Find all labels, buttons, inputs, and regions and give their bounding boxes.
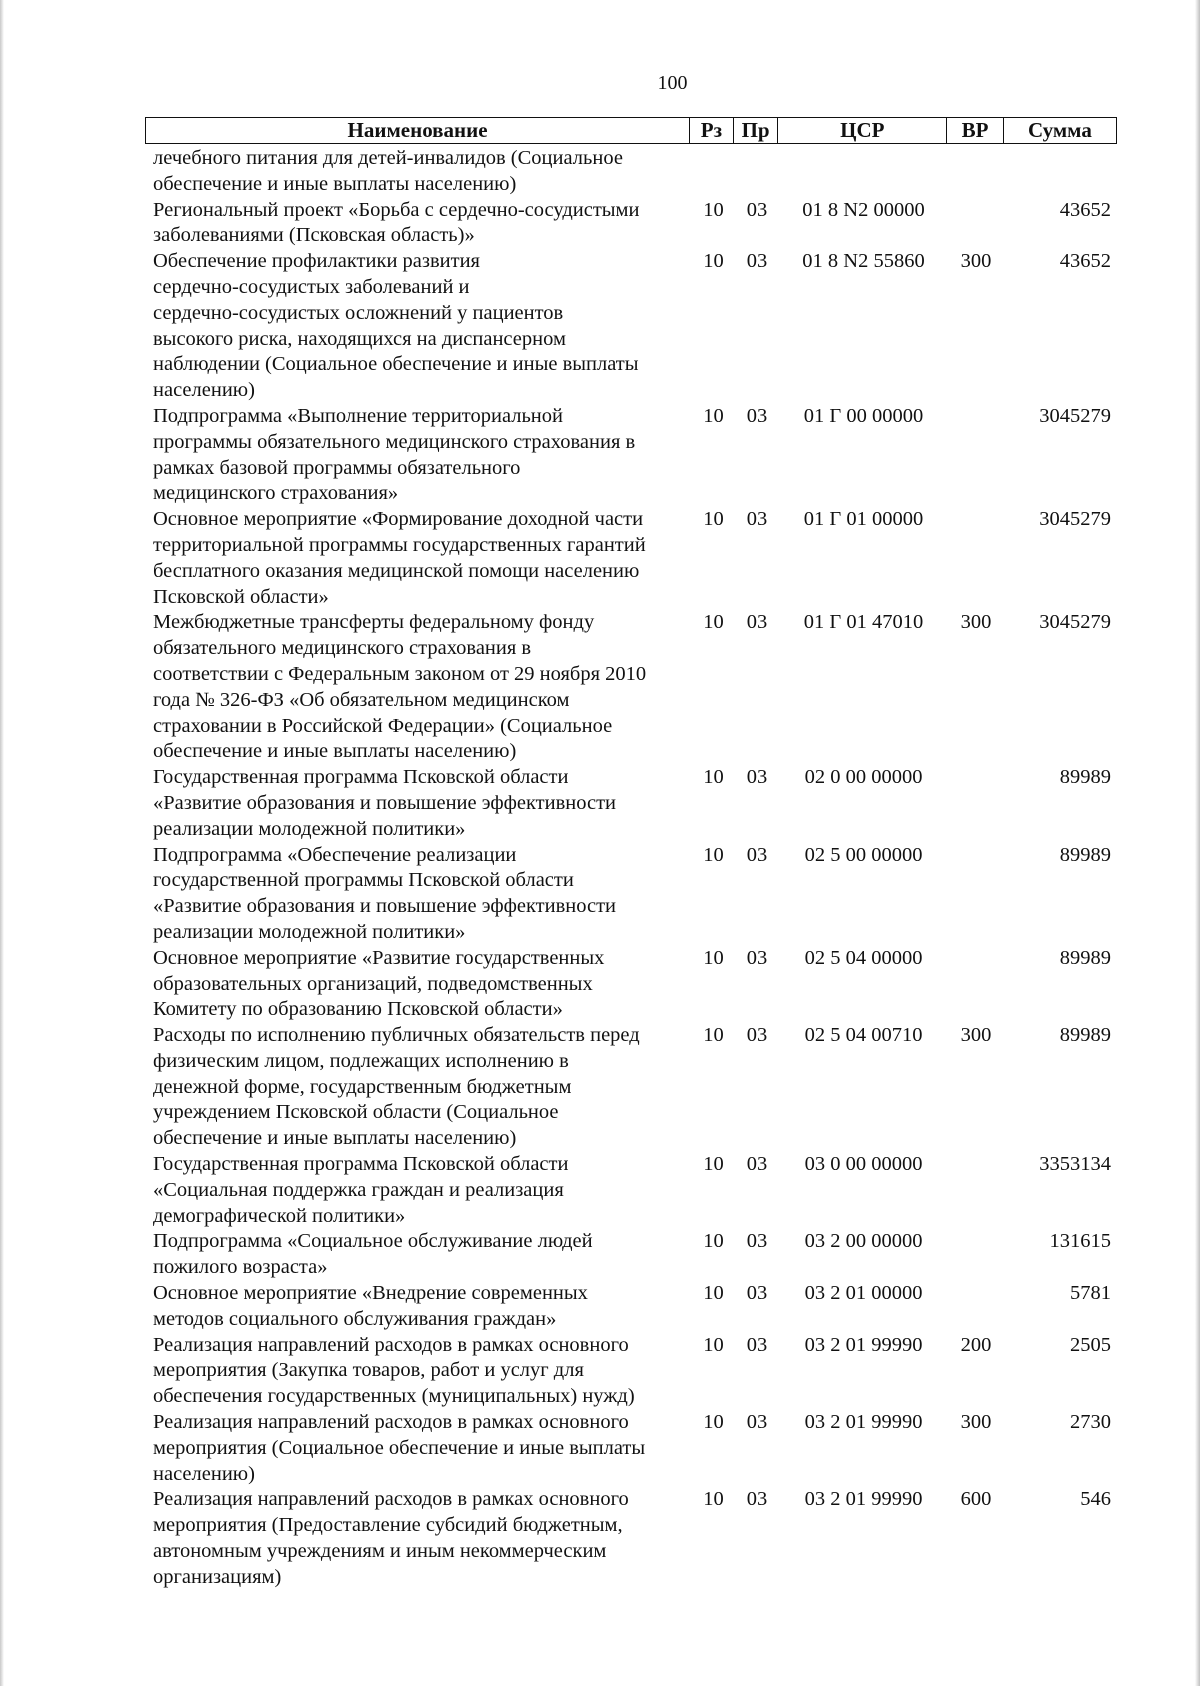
row-name: лечебного питания для детей-инвалидов (Социальное обеспечение и иные выплаты населению)	[153, 147, 623, 195]
row-rz: 10	[703, 1333, 724, 1356]
row-vr	[948, 1152, 1004, 1229]
table-body	[145, 144, 1117, 1591]
row-name: Подпрограмма «Обеспечение реализации государственной программы Псковской области «Развитие образования и повышение эффективности реализации молодежной политики»	[153, 843, 617, 943]
row-rz: 10	[703, 1024, 724, 1047]
row-pr: 03	[746, 1153, 768, 1176]
row-sum: 3045279	[1039, 508, 1111, 531]
table-row	[145, 765, 1117, 842]
table-row	[145, 1487, 1117, 1590]
table-row	[145, 1152, 1117, 1229]
row-name: Основное мероприятие «Внедрение современных методов социального обслуживания граждан»	[153, 1282, 588, 1330]
row-vr	[948, 404, 1004, 507]
header-vr: ВР	[947, 118, 1004, 143]
row-vr: 300	[960, 611, 992, 634]
row-csr: 01 Г 00 00000	[803, 404, 924, 427]
row-rz: 10	[703, 404, 724, 427]
row-sum: 43652	[1059, 198, 1111, 221]
row-rz: 10	[703, 1488, 724, 1511]
row-sum: 5781	[1070, 1282, 1111, 1305]
row-vr: 600	[960, 1488, 992, 1511]
row-rz: 10	[703, 1153, 724, 1176]
row-vr	[948, 1281, 1004, 1333]
row-pr: 03	[746, 1333, 768, 1356]
row-name: Межбюджетные трансферты федеральному фонду обязательного медицинского страхования в соответствии с Федеральным законом от 29 ноября 2010 года № 326-ФЗ «Об обязательном медицинском страховании в Российской Федерации» (Социальное обеспечение и иные выплаты населению)	[153, 611, 647, 763]
row-sum: 89989	[1059, 766, 1111, 789]
row-vr	[948, 946, 1004, 1023]
row-vr	[948, 765, 1004, 842]
row-rz: 10	[703, 508, 724, 531]
row-sum: 3045279	[1039, 404, 1111, 427]
row-name: Государственная программа Псковской области «Социальная поддержка граждан и реализация демографической политики»	[153, 1153, 569, 1227]
row-name: Обеспечение профилактики развития сердечно-сосудистых заболеваний и сердечно-сосудистых осложнений у пациентов высокого риска, находящихся на диспансерном наблюдении (Социальное обеспечение и иные выплаты населению)	[153, 250, 639, 402]
row-rz: 10	[703, 1230, 724, 1253]
table-header	[145, 117, 1117, 144]
row-csr	[779, 146, 948, 198]
row-csr: 03 2 01 99990	[804, 1488, 923, 1511]
row-sum: 2505	[1070, 1333, 1111, 1356]
row-rz	[692, 146, 735, 198]
row-rz: 10	[703, 1282, 724, 1305]
row-vr	[948, 198, 1004, 250]
row-vr	[948, 146, 1004, 198]
row-rz: 10	[703, 946, 724, 969]
row-pr: 03	[746, 508, 768, 531]
row-rz: 10	[703, 250, 724, 273]
row-sum: 2730	[1070, 1411, 1111, 1434]
row-name: Расходы по исполнению публичных обязательств перед физическим лицом, подлежащих исполнению в денежной форме, государственным бюджетным учреждением Псковской области (Социальное обеспечение и иные выплаты населению)	[153, 1024, 640, 1150]
row-name: Основное мероприятие «Формирование доходной части территориальной программы государственных гарантий бесплатного оказания медицинской помощи населению Псковской области»	[153, 508, 646, 608]
row-vr: 200	[960, 1333, 992, 1356]
row-sum: 43652	[1059, 250, 1111, 273]
table-row	[145, 843, 1117, 946]
scan-edge-right	[1195, 0, 1200, 1686]
row-vr: 300	[960, 250, 992, 273]
row-vr	[948, 843, 1004, 946]
table-row	[145, 1229, 1117, 1281]
row-pr: 03	[746, 1488, 768, 1511]
row-sum: 3045279	[1039, 611, 1111, 634]
row-sum: 3353134	[1039, 1153, 1111, 1176]
page-number: 100	[657, 72, 688, 94]
row-sum: 131615	[1049, 1230, 1111, 1253]
table-row	[145, 404, 1117, 507]
row-vr: 300	[960, 1024, 992, 1047]
row-rz: 10	[703, 1411, 724, 1434]
row-csr: 03 2 01 99990	[804, 1411, 923, 1434]
row-pr: 03	[746, 611, 768, 634]
row-vr	[948, 507, 1004, 610]
row-rz: 10	[703, 766, 724, 789]
budget-table	[145, 117, 1117, 1591]
row-pr: 03	[746, 250, 768, 273]
row-name: Основное мероприятие «Развитие государственных образовательных организаций, подведомственных Комитету по образованию Псковской области»	[153, 946, 605, 1021]
row-vr: 300	[960, 1411, 992, 1434]
table-row	[145, 1023, 1117, 1152]
row-csr: 03 2 00 00000	[804, 1230, 923, 1253]
row-name: Региональный проект «Борьба с сердечно-сосудистыми заболеваниями (Псковская область)»	[153, 198, 640, 247]
row-sum	[1004, 146, 1117, 198]
row-sum: 89989	[1059, 946, 1111, 969]
row-pr: 03	[746, 1282, 768, 1305]
row-csr: 01 8 N2 00000	[802, 198, 925, 221]
row-pr: 03	[746, 1411, 768, 1434]
table-row	[145, 610, 1117, 765]
header-pr: Пр	[734, 118, 779, 143]
row-sum: 546	[1080, 1488, 1111, 1511]
table-row	[145, 198, 1117, 250]
row-pr: 03	[746, 1230, 768, 1253]
row-csr: 02 0 00 00000	[804, 766, 923, 789]
table-row	[145, 946, 1117, 1023]
row-rz: 10	[703, 198, 724, 221]
table-row	[145, 507, 1117, 610]
header-name: Наименование	[146, 118, 690, 143]
row-name: Реализация направлений расходов в рамках основного мероприятия (Закупка товаров, работ и услуг для обеспечения государственных (муниципальных) нужд)	[153, 1333, 635, 1408]
table-row	[145, 146, 1117, 198]
row-name: Реализация направлений расходов в рамках основного мероприятия (Социальное обеспечение и иные выплаты населению)	[153, 1411, 646, 1485]
row-name: Реализация направлений расходов в рамках основного мероприятия (Предоставление субсидий бюджетным, автономным учреждениям и иным некоммерческим организациям)	[153, 1488, 629, 1588]
row-rz: 10	[703, 843, 724, 866]
row-pr: 03	[746, 404, 768, 427]
row-csr: 01 8 N2 55860	[802, 250, 925, 273]
header-csr: ЦСР	[778, 118, 947, 143]
row-vr	[948, 1229, 1004, 1281]
row-sum: 89989	[1059, 1024, 1111, 1047]
row-pr: 03	[746, 946, 768, 969]
row-pr: 03	[746, 198, 768, 221]
scan-edge-left	[0, 0, 4, 1686]
table-row	[145, 1333, 1117, 1410]
row-name: Подпрограмма «Выполнение территориальной программы обязательного медицинского страхования в рамках базовой программы обязательного медицинского страхования»	[153, 404, 636, 505]
row-sum: 89989	[1059, 843, 1111, 866]
row-csr: 02 5 04 00710	[804, 1024, 923, 1047]
row-pr: 03	[746, 1024, 768, 1047]
header-rz: Рз	[690, 118, 734, 143]
row-csr: 03 2 01 99990	[804, 1333, 923, 1356]
row-csr: 02 5 04 00000	[804, 946, 923, 969]
table-row	[145, 1281, 1117, 1333]
row-rz: 10	[703, 611, 724, 634]
row-pr: 03	[746, 843, 768, 866]
row-pr	[735, 146, 779, 198]
table-row	[145, 249, 1117, 404]
row-csr: 03 0 00 00000	[804, 1153, 923, 1176]
header-sum: Сумма	[1027, 118, 1092, 142]
row-name: Подпрограмма «Социальное обслуживание людей пожилого возраста»	[153, 1230, 593, 1279]
row-csr: 01 Г 01 47010	[803, 611, 924, 634]
row-csr: 03 2 01 00000	[804, 1282, 923, 1305]
row-pr: 03	[746, 766, 768, 789]
row-csr: 02 5 00 00000	[804, 843, 923, 866]
row-name: Государственная программа Псковской области «Развитие образования и повышение эффективности реализации молодежной политики»	[153, 766, 617, 840]
row-csr: 01 Г 01 00000	[803, 508, 924, 531]
table-row	[145, 1410, 1117, 1487]
